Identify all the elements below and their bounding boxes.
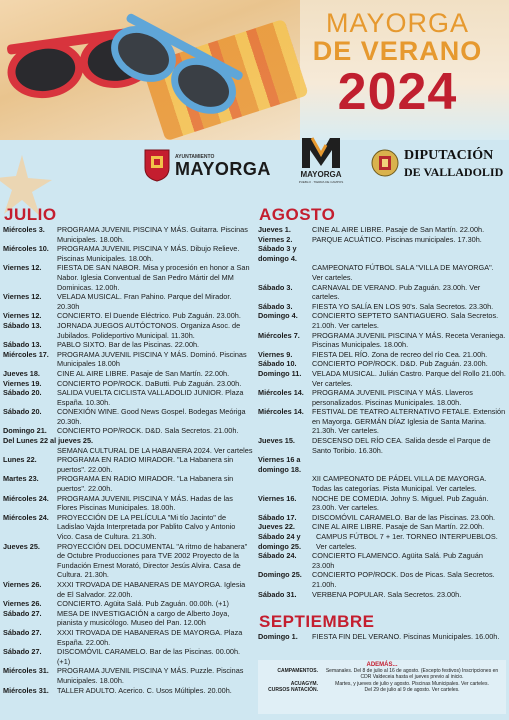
event-row	[258, 590, 506, 600]
event-date	[258, 474, 312, 493]
event-row	[258, 494, 506, 513]
event-text: PROGRAMA JUVENIL PISCINA Y MÁS. Receta Veraniega. Piscinas Municipales. 18.00h.	[312, 330, 506, 350]
event-text: FESTIVAL DE TEATRO ALTERNATIVO FETALE. Extensión en Mayorga. GERMÁN DÍAZ Iglesia de Santa Marina. 21.30h. Ver carteles.	[312, 407, 506, 436]
diputacion-crest-icon	[370, 147, 400, 179]
event-date: Viernes 26.	[3, 579, 42, 589]
event-row	[258, 311, 506, 330]
event-text: CONCIERTO POP/ROCK. DaButti. Pub Zaguán. 23.00h.	[57, 378, 242, 388]
event-row	[258, 302, 506, 312]
event-text: CONCIERTO FLAMENCO. Agüita Salá. Pub Zaguán 23.00h	[312, 551, 483, 570]
event-text: PROGRAMA JUVENIL PISCINA Y MÁS. Dominó. Piscinas Municipales 18.00h	[57, 349, 247, 369]
event-date: Miércoles 24.	[3, 512, 49, 522]
ademas-value: Martes, y jueves de julio y agosto. Piscinas Municipales. Ver carteles.	[335, 680, 489, 687]
event-row	[258, 225, 506, 235]
agosto-column	[258, 206, 506, 642]
event-row	[3, 263, 253, 292]
event-text: XXXI TROVADA DE HABANERAS DE MAYORGA. Plaza España. 22.00h.	[57, 627, 243, 647]
event-text: MESA DE INVESTIGACIÓN a cargo de Alberto Joya, pianista y musicólogo. Museo del Pan. 12.00h	[57, 608, 230, 628]
event-row	[3, 513, 253, 542]
event-text	[312, 455, 506, 474]
event-row	[258, 407, 506, 436]
event-date: Miércoles 14.	[258, 388, 304, 398]
event-date: Viernes 9.	[258, 349, 293, 359]
month-title-septiembre: SEPTIEMBRE	[259, 612, 375, 632]
mayorga-m-logo	[296, 132, 346, 190]
event-date: Miércoles 10.	[3, 244, 49, 254]
event-date: Domingo 25.	[258, 570, 302, 580]
event-row	[258, 474, 506, 493]
event-text: PARQUE ACUÁTICO. Piscinas municipales. 17.30h.	[312, 234, 482, 244]
event-text: CONCIERTO. Agüita Salá. Pub Zaguán. 00.00h. (+1)	[57, 599, 229, 609]
m-logo-word: MAYORGA	[300, 170, 342, 179]
event-date: Viernes 12.	[3, 311, 42, 321]
ayuntamiento-logo	[143, 146, 271, 186]
event-text: CONCIERTO SEPTETO SANTIAGUERO. Sala Secretos. 21.00h. Ver carteles.	[312, 311, 499, 330]
event-row	[258, 331, 506, 350]
event-date: Sábado 27.	[3, 627, 42, 637]
event-row	[258, 551, 506, 570]
event-date: Viernes 12.	[3, 263, 42, 273]
event-row	[3, 609, 253, 628]
event-row	[258, 359, 506, 369]
event-text: CONCIERTO POP/ROCK. D&D. Sala Secretos. 21.00h.	[57, 426, 239, 436]
event-text: DISCOMÓVIL CARAMELO. Bar de las Piscinas. 00.00h. (+1)	[57, 647, 241, 666]
event-row	[258, 388, 506, 407]
event-text: PROGRAMA EN RADIO MIRADOR. "La Habanera sin puertos". 22.00h.	[57, 474, 234, 494]
event-date: Sábado 3 y domingo 4.	[258, 244, 297, 263]
event-text: CONCIERTO. El Duende Eléctrico. Pub Zaguán. 23.00h.	[57, 311, 241, 321]
event-text: VELADA MUSICAL. Fran Pahino. Parque del Mirador. 20.30h	[57, 292, 232, 311]
event-text: PROGRAMA JUVENIL PISCINA Y MÁS. Guitarra. Piscinas Municipales. 18.00h.	[57, 225, 248, 244]
event-date	[258, 263, 312, 282]
event-date: Domingo 4.	[258, 311, 298, 321]
event-row	[3, 580, 253, 599]
event-row	[3, 436, 253, 446]
ademas-title: ADEMÁS...	[366, 662, 398, 668]
event-row	[258, 513, 506, 523]
diputacion-logo	[370, 144, 505, 188]
ademas-key: CURSOS NATACIÓN.	[268, 687, 318, 694]
event-date: Sábado 20.	[3, 388, 42, 398]
event-row	[3, 225, 253, 244]
event-text: XXXI TROVADA DE HABANERAS DE MAYORGA. Iglesia de El Salvador. 22.00h.	[57, 579, 246, 599]
header-banner	[0, 0, 509, 140]
title-mayorga: MAYORGA	[325, 8, 469, 38]
event-row	[258, 283, 506, 302]
ademas-box	[258, 660, 506, 714]
event-date: Viernes 26.	[3, 599, 42, 609]
event-text: VELADA MUSICAL. Julián Castro. Parque del Rollo 21.00h. Ver carteles.	[312, 368, 506, 388]
ayuntamiento-shield-icon	[143, 148, 171, 182]
event-row	[258, 263, 506, 282]
event-text	[312, 244, 506, 263]
event-row	[3, 628, 253, 647]
event-row	[258, 570, 506, 589]
m-logo-tagline: PUEBLO · TIERRA DE CAMPOS	[298, 180, 344, 184]
event-text: PROGRAMA JUVENIL PISCINA Y MÁS. Puzzle. Piscinas Municipales. 18.00h.	[57, 666, 244, 685]
event-text: NOCHE DE COMEDIA. Johny S. Miguel. Pub Zaguán. 23.00h. Ver carteles.	[312, 493, 489, 513]
event-row	[3, 666, 253, 685]
event-text: CONCIERTO POP/ROCK. D&D. Pub Zaguán. 23.00h.	[312, 359, 488, 369]
event-row	[3, 388, 253, 407]
event-row	[3, 474, 253, 493]
month-title-julio: JULIO	[4, 205, 57, 224]
event-text: FIESTA FIN DEL VERANO. Piscinas Municipales. 16.00h.	[312, 632, 500, 642]
ademas-key: ACUAGYM.	[290, 680, 318, 687]
event-row	[3, 379, 253, 389]
event-text: SALIDA VUELTA CICLISTA VALLADOLID JUNIOR. Plaza España. 10.30h.	[57, 388, 244, 407]
event-date: Jueves 15.	[258, 436, 295, 446]
event-date: Sábado 13.	[3, 340, 42, 350]
event-text: CAMPEONATO FÚTBOL SALA "VILLA DE MAYORGA". Ver carteles.	[312, 263, 494, 282]
event-date: Domingo 21.	[3, 426, 47, 436]
julio-event-list	[3, 225, 253, 695]
diputacion-line2: DE VALLADOLID	[404, 165, 504, 179]
event-date	[3, 446, 57, 456]
event-row	[3, 446, 253, 456]
event-text: JORNADA JUEGOS AUTÓCTONOS. Organiza Asoc. de Jubilados. Polideportivo Municipal. 11.30h.	[57, 320, 241, 340]
event-row	[3, 686, 253, 696]
event-date: Jueves 22.	[258, 522, 295, 532]
event-text: DESCENSO DEL RÍO CEA. Salida desde el Parque de Santo Toribio. 16.30h.	[312, 436, 491, 455]
event-row	[3, 369, 253, 379]
title-de-verano: DE VERANO	[312, 36, 483, 66]
event-date: Lunes 22.	[3, 455, 37, 465]
event-text: FIESTA DE SAN NABOR. Misa y procesión en honor a San Nabor. Iglesia Conventual de San Pedro Mártir del MM Dominicas. 12.00h.	[57, 263, 250, 292]
event-date: Martes 23.	[3, 474, 39, 484]
event-row	[3, 311, 253, 321]
event-date: Sábado 3.	[258, 301, 293, 311]
event-date: Miércoles 31.	[3, 685, 49, 695]
event-text: PROGRAMA EN RADIO MIRADOR. "La Habanera sin puertos". 22.00h.	[57, 455, 234, 474]
m-letter-icon	[296, 132, 346, 172]
ademas-row	[258, 687, 506, 693]
event-row	[3, 350, 253, 369]
event-text: CINE AL AIRE LIBRE. Pasaje de San Martín. 22.00h.	[312, 522, 485, 532]
ayuntamiento-small-label: AYUNTAMIENTO	[175, 154, 215, 160]
event-date: Sábado 13.	[3, 320, 42, 330]
event-text: CINE AL AIRE LIBRE. Pasaje de San Martín. 22.00h.	[312, 225, 485, 234]
event-row	[3, 426, 253, 436]
event-row	[3, 244, 253, 263]
event-date: Jueves 18.	[3, 368, 40, 378]
ayuntamiento-name: MAYORGA	[175, 159, 271, 179]
event-date: Sábado 31.	[258, 589, 297, 599]
diputacion-line1: DIPUTACIÓN	[404, 148, 494, 163]
event-text: CARNAVAL DE VERANO. Pub Zaguán. 23.00h. Ver carteles.	[312, 282, 481, 302]
event-text: CONEXIÓN WINE. Good News Gospel. Bodegas Meóriga 20.30h.	[57, 407, 246, 426]
septiembre-event-list	[258, 632, 506, 642]
blue-sunglasses-icon	[100, 10, 250, 120]
event-date: Sábado 24 y domingo 25.	[258, 532, 301, 551]
event-date: Domingo 1.	[258, 632, 298, 642]
event-row	[3, 647, 253, 666]
event-date: Miércoles 17.	[3, 349, 49, 359]
event-text: PROYECCIÓN DE LA PELÍCULA "Mi tío Jacinto" de Ladislao Vajda Interpretada por Pablito Calvo y Antonio Vico. Casa de Cultura. 21.30h.	[57, 512, 236, 541]
event-date: Jueves 1.	[258, 225, 291, 234]
event-text: PROGRAMA JUVENIL PISCINA Y MÁS. Hadas de las Flores Piscinas Municipales. 18.00h.	[57, 493, 233, 513]
ademas-rows	[258, 668, 506, 694]
event-date: Jueves 25.	[3, 541, 40, 551]
event-row	[258, 632, 506, 642]
event-text: TALLER ADULTO. Acerico. C. Usos Múltiples. 20.00h.	[57, 685, 232, 695]
event-row	[3, 340, 253, 350]
event-text	[93, 436, 253, 446]
event-text: PROGRAMA JUVENIL PISCINA Y MÁS. Dibujo Relieve. Piscinas Municipales. 18.00h.	[57, 244, 240, 263]
event-text: FIESTA YO SALÍA EN LOS 90's. Sala Secretos. 23.30h.	[312, 301, 494, 311]
julio-column	[3, 206, 253, 695]
event-row	[3, 542, 253, 580]
ademas-value: Del 29 de julio al 9 de agosto. Ver carteles.	[364, 687, 460, 694]
event-row	[3, 599, 253, 609]
event-text: PABLO SIXTO. Bar de las Piscinas. 22.00h.	[57, 340, 200, 350]
event-row	[3, 455, 253, 474]
event-row	[258, 455, 506, 474]
event-row	[258, 522, 506, 532]
event-row	[258, 369, 506, 388]
event-date: Miércoles 31.	[3, 666, 49, 676]
event-row	[3, 321, 253, 340]
event-date: Viernes 16 a domingo 18.	[258, 455, 301, 474]
event-date: Miércoles 24.	[3, 493, 49, 503]
event-date: Sábado 27.	[3, 647, 42, 657]
event-row	[3, 494, 253, 513]
title-year: 2024	[337, 63, 458, 121]
event-row	[258, 350, 506, 360]
event-text: CONCIERTO POP/ROCK. Dos de Picas. Sala Secretos. 21.00h.	[312, 570, 495, 589]
ademas-key: CAMPAMENTOS.	[277, 668, 318, 674]
event-row	[3, 292, 253, 311]
event-text: FIESTA DEL RÍO. Zona de recreo del río Cea. 21.00h.	[312, 349, 488, 359]
event-text: PROYECCIÓN DEL DOCUMENTAL "A ritmo de habanera" de Octubre Producciones para TVE 2002 Proyecto de la Fundación Ernest Morató, Director Jesús Alvira. Casa de Cultura. 21.30h.	[57, 541, 248, 580]
event-date: Miércoles 14.	[258, 407, 304, 417]
event-text: CINE AL AIRE LIBRE. Pasaje de San Martín. 22.00h.	[57, 368, 230, 378]
month-title-agosto: AGOSTO	[259, 205, 336, 224]
event-date: Sábado 17.	[258, 512, 297, 522]
event-date: Sábado 20.	[3, 407, 42, 417]
event-row	[258, 244, 506, 263]
event-row	[258, 436, 506, 455]
event-row	[3, 407, 253, 426]
event-date: Sábado 27.	[3, 608, 42, 618]
event-row	[258, 532, 506, 551]
event-row	[258, 235, 506, 245]
event-text: PROGRAMA JUVENIL PISCINA Y MÁS. Llaveros personalizados. Piscinas Municipales. 18.00h.	[312, 388, 473, 407]
event-date: Domingo 11.	[258, 368, 302, 378]
event-date: Viernes 16.	[258, 493, 297, 503]
event-date: Del Lunes 22 al jueves 25.	[3, 436, 94, 446]
event-date: Viernes 19.	[3, 378, 42, 388]
ademas-value: Semanales. Del 8 de julio al 16 de agosto. (Excepto festivos) Inscripciones en CDR Valdeceia hasta el jueves previo al inicio.	[325, 668, 499, 681]
event-text: DISCOMÓVIL CARAMELO. Bar de las Piscinas. 23.00h.	[312, 512, 496, 522]
ademas-row	[258, 668, 506, 681]
event-text: VERBENA POPULAR. Sala Secretos. 23.00h.	[312, 589, 462, 599]
agosto-event-list	[258, 225, 506, 599]
sponsor-logos	[0, 140, 509, 200]
event-date: Sábado 24.	[258, 551, 297, 561]
event-date: Sábado 3.	[258, 282, 293, 292]
event-date: Miércoles 3.	[3, 225, 45, 234]
event-text: CAMPUS FÚTBOL 7 + 1er. TORNEO INTERPUEBLOS. Ver carteles.	[316, 532, 498, 551]
event-date: Miércoles 7.	[258, 330, 300, 340]
event-text: XII CAMPEONATO DE PÁDEL VILLA DE MAYORGA. Todas las categorías. Pista Municipal. Ver carteles.	[312, 474, 487, 494]
event-date: Sábado 10.	[258, 359, 297, 369]
event-date: Viernes 2.	[258, 234, 293, 244]
event-text: SEMANA CULTURAL DE LA HABANERA 2024. Ver carteles	[57, 445, 253, 455]
event-date: Viernes 12.	[3, 292, 42, 302]
